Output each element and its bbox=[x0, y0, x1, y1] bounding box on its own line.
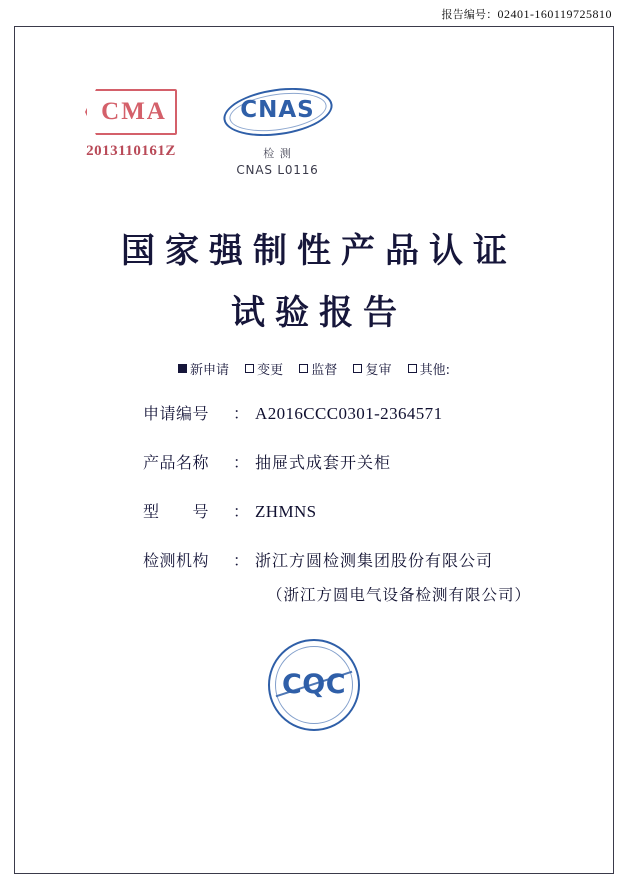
document-title-line1: 国家强制性产品认证 bbox=[121, 231, 517, 271]
field-test-org-value-line2: （浙江方圆电气设备检测有限公司） bbox=[267, 586, 532, 604]
checkbox-other-label: 其他: bbox=[419, 363, 450, 378]
field-test-org bbox=[15, 548, 613, 571]
field-test-org-label: 检测机构 bbox=[143, 551, 210, 570]
report-number-label: 报告编号： bbox=[441, 8, 498, 21]
field-product-name-colon: ： bbox=[233, 453, 250, 472]
checkbox-new-application-label: 新申请 bbox=[189, 363, 229, 378]
checkbox-new-application[interactable] bbox=[178, 359, 229, 378]
checkbox-icon bbox=[353, 364, 362, 373]
cnas-label: CNAS bbox=[240, 97, 315, 123]
field-product-name-label: 产品名称 bbox=[143, 453, 210, 472]
cnas-icon bbox=[219, 85, 337, 143]
cqc-seal-icon bbox=[268, 639, 360, 731]
cnas-code: CNAS L0116 bbox=[236, 163, 319, 177]
document-border bbox=[14, 26, 614, 874]
field-application-no-label: 申请编号 bbox=[143, 404, 210, 423]
cma-icon bbox=[85, 89, 177, 135]
application-type-row bbox=[15, 359, 613, 378]
field-application-no-value: A2016CCC0301-2364571 bbox=[255, 404, 443, 423]
checkbox-change[interactable] bbox=[245, 359, 283, 378]
report-number-value: 02401-160119725810 bbox=[497, 7, 612, 21]
checkbox-icon bbox=[299, 364, 308, 373]
checkbox-supervision-label: 监督 bbox=[311, 363, 338, 378]
cma-label: CMA bbox=[101, 98, 167, 125]
field-product-name-value: 抽屉式成套开关柜 bbox=[255, 453, 392, 472]
checkbox-icon bbox=[408, 364, 417, 373]
cma-code: 2013110161Z bbox=[86, 143, 176, 159]
field-list bbox=[15, 401, 613, 625]
field-model-label: 型 号 bbox=[143, 502, 210, 521]
cnas-subtitle: 检 测 bbox=[263, 147, 292, 160]
checkbox-change-label: 变更 bbox=[257, 363, 284, 378]
field-application-no bbox=[15, 401, 613, 424]
checkbox-review-label: 复审 bbox=[365, 363, 392, 378]
checkbox-supervision[interactable] bbox=[299, 359, 337, 378]
checkbox-icon bbox=[178, 364, 187, 373]
field-model bbox=[15, 499, 613, 522]
report-number bbox=[441, 6, 612, 22]
accreditation-marks bbox=[15, 27, 613, 187]
checkbox-review[interactable] bbox=[353, 359, 391, 378]
cqc-label: CQC bbox=[281, 669, 347, 700]
field-product-name bbox=[15, 450, 613, 473]
field-test-org-colon: ： bbox=[233, 551, 250, 570]
field-model-value: ZHMNS bbox=[255, 502, 317, 521]
field-test-org-value: 浙江方圆检测集团股份有限公司 bbox=[255, 551, 494, 570]
checkbox-icon bbox=[245, 364, 254, 373]
cma-mark-group bbox=[51, 89, 211, 160]
field-application-no-colon: ： bbox=[233, 404, 250, 423]
checkbox-other[interactable] bbox=[408, 359, 450, 378]
field-model-colon: ： bbox=[233, 502, 250, 521]
document-title-line2: 试验报告 bbox=[231, 293, 407, 333]
cnas-mark-group bbox=[190, 85, 365, 177]
